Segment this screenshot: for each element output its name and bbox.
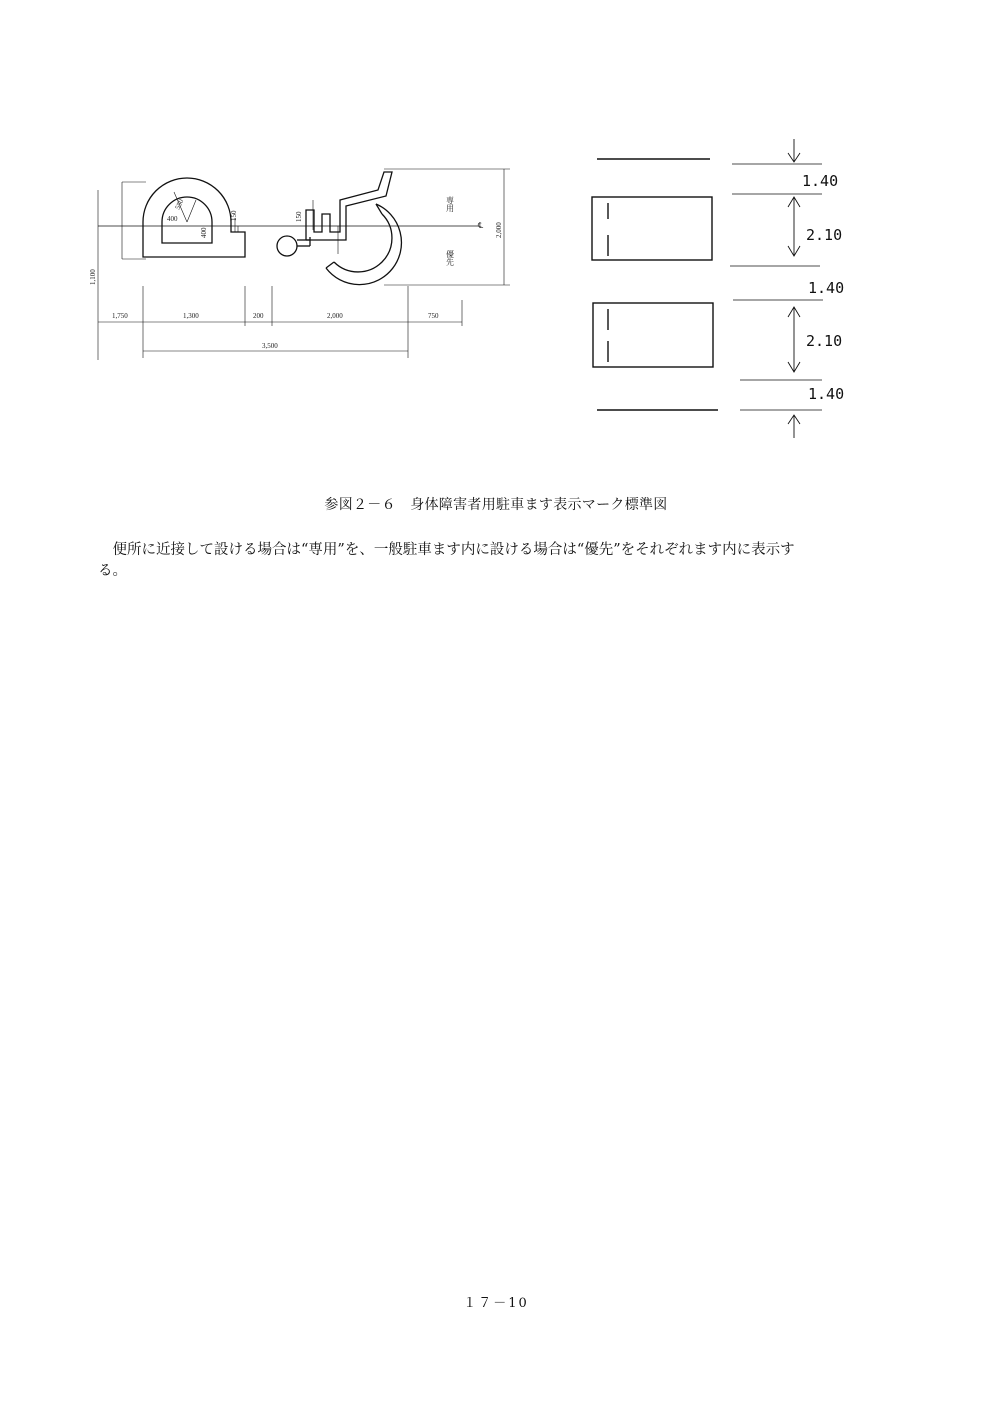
dim-2000-vertical: 2,000: [495, 222, 503, 238]
parking-mark-figure: [0, 0, 992, 470]
dim-aisle-bottom: 1.40: [808, 385, 845, 403]
label-exclusive: 専用: [445, 196, 455, 212]
dim-3500: 3,500: [262, 342, 278, 350]
dim-space-1: 2.10: [806, 226, 843, 244]
dim-1100: 1,100: [89, 269, 97, 285]
centerline-symbol: ℄: [478, 221, 484, 230]
parking-space-layout-diagram: [592, 139, 823, 438]
dim-1750: 1,750: [112, 312, 128, 320]
dim-750: 750: [428, 312, 439, 320]
dim-150-seat: 150: [230, 210, 238, 221]
dim-400-radius: 400: [167, 215, 178, 223]
label-priority: 優先: [445, 250, 455, 266]
dim-space-2: 2.10: [806, 332, 843, 350]
figure-caption: 参図２－６ 身体障害者用駐車ます表示マーク標準図: [324, 497, 668, 513]
dim-aisle-middle: 1.40: [808, 279, 845, 297]
dim-150-head: 150: [295, 211, 303, 222]
body-paragraph: 便所に近接して設ける場合は“専用”を、一般駐車ます内に設ける場合は“優先”をそれぞれます内に表示する。: [98, 542, 795, 579]
page-number: １７－10: [463, 1296, 529, 1311]
dim-550: 550: [173, 197, 186, 211]
dim-2000-horizontal: 2,000: [327, 312, 343, 320]
dim-400-height: 400: [200, 227, 208, 238]
dim-aisle-top: 1.40: [802, 172, 839, 190]
dim-1300: 1,300: [183, 312, 199, 320]
dim-200: 200: [253, 312, 264, 320]
